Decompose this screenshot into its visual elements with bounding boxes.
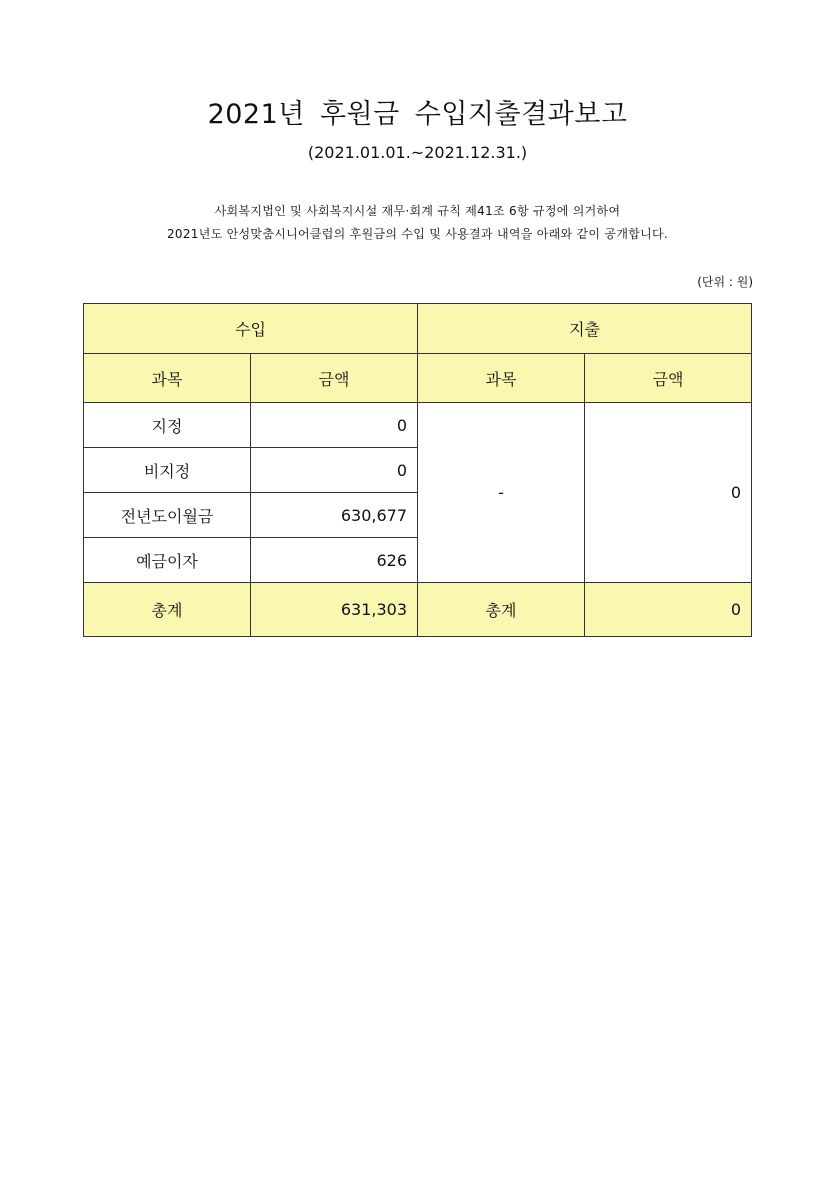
report-title: 2021년 후원금 수입지출결과보고 [207,99,628,130]
table-row [84,403,752,448]
intro-line-2: 2021년도 안성맞춤시니어클럽의 후원금의 수입 및 사용결과 내역을 아래와 같이 공개합니다. [167,227,668,241]
expense-item-col-header: 과목 [418,354,585,403]
expense-header: 지출 [418,304,752,354]
income-item-col-header: 과목 [84,354,251,403]
income-expense-table [83,303,752,637]
income-item: 비지정 [84,448,251,493]
income-header: 수입 [84,304,418,354]
expense-amount-col-header: 금액 [585,354,752,403]
income-amount: 630,677 [251,493,418,538]
expense-amount: 0 [585,403,752,583]
income-amount: 626 [251,538,418,583]
table-column-header-row [84,354,752,403]
table-total-row [84,583,752,637]
expense-total-label: 총계 [418,583,585,637]
income-amount: 0 [251,403,418,448]
intro-text [0,200,835,246]
income-item: 지정 [84,403,251,448]
expense-total-amount: 0 [585,583,752,637]
income-amount-col-header: 금액 [251,354,418,403]
expense-item: - [418,403,585,583]
unit-label: (단위 : 원) [697,275,753,289]
report-period: (2021.01.01.~2021.12.31.) [307,143,528,162]
intro-line-1: 사회복지법인 및 사회복지시설 재무·회계 규칙 제41조 6항 규정에 의거하여 [214,204,621,218]
income-amount: 0 [251,448,418,493]
income-item: 예금이자 [84,538,251,583]
income-total-amount: 631,303 [251,583,418,637]
table-group-header-row [84,304,752,354]
income-total-label: 총계 [84,583,251,637]
income-item: 전년도이월금 [84,493,251,538]
